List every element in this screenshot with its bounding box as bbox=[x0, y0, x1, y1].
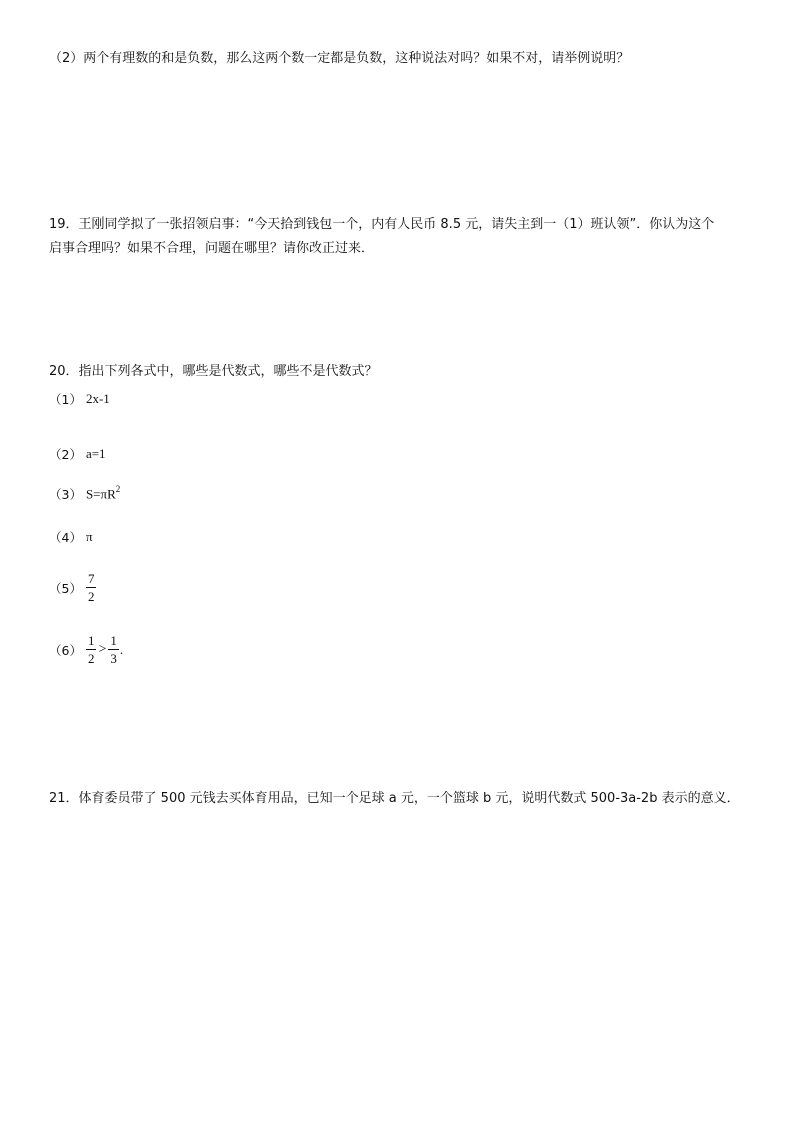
q20-item-4-number: （4） bbox=[49, 530, 82, 545]
q20-item-4-expression: π bbox=[85, 529, 93, 544]
q20-item-5-numerator: 7 bbox=[87, 571, 95, 586]
q20-item-6-left-numerator: 1 bbox=[87, 633, 95, 648]
q20-item-5-number: （5） bbox=[49, 580, 82, 596]
q20-item-6-number: （6） bbox=[49, 642, 82, 658]
q20-item-3-number: （3） bbox=[49, 487, 82, 502]
q19-line-1: 19．王刚同学拟了一张招领启事：“今天拾到钱包一个，内有人民币 8.5 元，请失主到一（1）班认领”．你认为这个 bbox=[49, 217, 715, 232]
q20-item-1-number: （1） bbox=[49, 392, 82, 407]
q20-item-6-period: . bbox=[119, 641, 124, 657]
q20-item-6-left-fraction bbox=[86, 633, 97, 666]
q20-item-5 bbox=[49, 571, 97, 604]
q20-item-4 bbox=[49, 528, 93, 546]
q20-item-2-number: （2） bbox=[49, 447, 82, 462]
q20-item-5-fraction bbox=[86, 571, 97, 604]
q20-item-1 bbox=[49, 390, 110, 408]
q18-part2-text: （2）两个有理数的和是负数，那么这两个数一定都是负数，这种说法对吗？如果不对，请举例说明？ bbox=[49, 51, 630, 66]
q20-item-5-denominator: 2 bbox=[87, 589, 95, 604]
q20-item-3-exponent: 2 bbox=[115, 484, 121, 495]
q20-item-6-relation: > bbox=[98, 641, 107, 657]
q20-item-3-expression bbox=[86, 485, 120, 502]
q21-text: 21．体育委员带了 500 元钱去买体育用品，已知一个足球 a 元，一个篮球 b 元，说明代数式 500-3a-2b 表示的意义． bbox=[49, 791, 740, 806]
q20-stem: 20．指出下列各式中，哪些是代数式，哪些不是代数式？ bbox=[49, 364, 378, 379]
q19-line-2: 启事合理吗？如果不合理，问题在哪里？请你改正过来． bbox=[49, 241, 375, 256]
q20-item-2-expression: a=1 bbox=[85, 446, 106, 461]
q20-item-6-right-fraction bbox=[108, 633, 119, 666]
q20-item-6-left-denominator: 2 bbox=[87, 651, 95, 666]
q20-item-6 bbox=[49, 633, 123, 666]
q20-item-2 bbox=[49, 445, 106, 463]
q20-item-6-right-denominator: 3 bbox=[110, 651, 117, 666]
q20-item-6-right-numerator: 1 bbox=[110, 633, 117, 648]
q20-item-3-base: S=πR bbox=[85, 486, 116, 502]
q20-item-3 bbox=[49, 485, 120, 503]
q20-item-1-expression: 2x-1 bbox=[85, 391, 110, 406]
